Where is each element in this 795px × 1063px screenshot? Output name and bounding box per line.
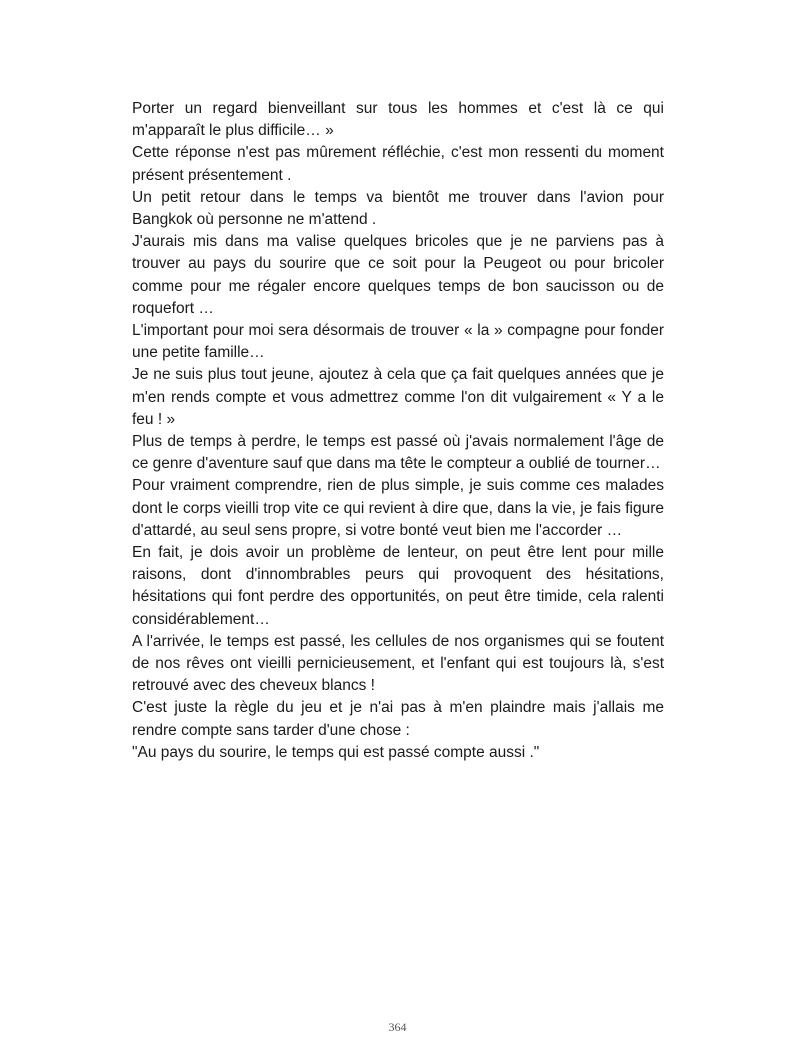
- paragraph-9: En fait, je dois avoir un problème de lenteur, on peut être lent pour mille raisons, dont d'innombrables peurs qui provoquent des hésitations, hésitations qui font perdre des opportunités, on peut être timide, cela ralenti considérablement…: [132, 544, 664, 628]
- paragraph-3: Un petit retour dans le temps va bientôt me trouver dans l'avion pour Bangkok où personne ne m'attend .: [132, 188, 664, 229]
- paragraph-2: Cette réponse n'est pas mûrement réfléchie, c'est mon ressenti du moment présent présentement .: [132, 144, 664, 184]
- paragraph-5: L'important pour moi sera désormais de trouver « la » compagne pour fonder une petite famille…: [132, 322, 664, 362]
- body-text: [132, 98, 664, 764]
- paragraph-10: A l'arrivée, le temps est passé, les cellules de nos organismes qui se foutent de nos rêves ont vieilli pernicieusement, et l'enfant qui est toujours là, s'est retrouvé avec des cheveux blancs !: [132, 632, 664, 695]
- paragraph-4: J'aurais mis dans ma valise quelques bricoles que je ne parviens pas à trouver au pays du sourire que ce soit pour la Peugeot ou pour bricoler comme pour me régaler encore quelques temps de bon saucisson ou de roquefort …: [132, 233, 664, 317]
- paragraph-7: Plus de temps à perdre, le temps est passé où j'avais normalement l'âge de ce genre d'aventure sauf que dans ma tête le compteur a oublié de tourner…: [132, 433, 664, 473]
- paragraph-1: Porter un regard bienveillant sur tous les hommes et c'est là ce qui m'apparaît le plus difficile… »: [132, 100, 664, 140]
- paragraph-6: Je ne suis plus tout jeune, ajoutez à cela que ça fait quelques années que je m'en rends compte et vous admettrez comme l'on dit vulgairement « Y a le feu ! »: [132, 366, 664, 428]
- paragraph-11: C'est juste la règle du jeu et je n'ai pas à m'en plaindre mais j'allais me rendre compte sans tarder d'une chose :: [132, 699, 664, 739]
- paragraph-8: Pour vraiment comprendre, rien de plus simple, je suis comme ces malades dont le corps vieilli trop vite ce qui revient à dire que, dans la vie, je fais figure d'attardé, au seul sens propre, si votre bonté veut bien me l'accorder …: [132, 477, 664, 539]
- paragraph-12: "Au pays du sourire, le temps qui est passé compte aussi .": [132, 743, 540, 761]
- page-number: 364: [388, 1020, 407, 1034]
